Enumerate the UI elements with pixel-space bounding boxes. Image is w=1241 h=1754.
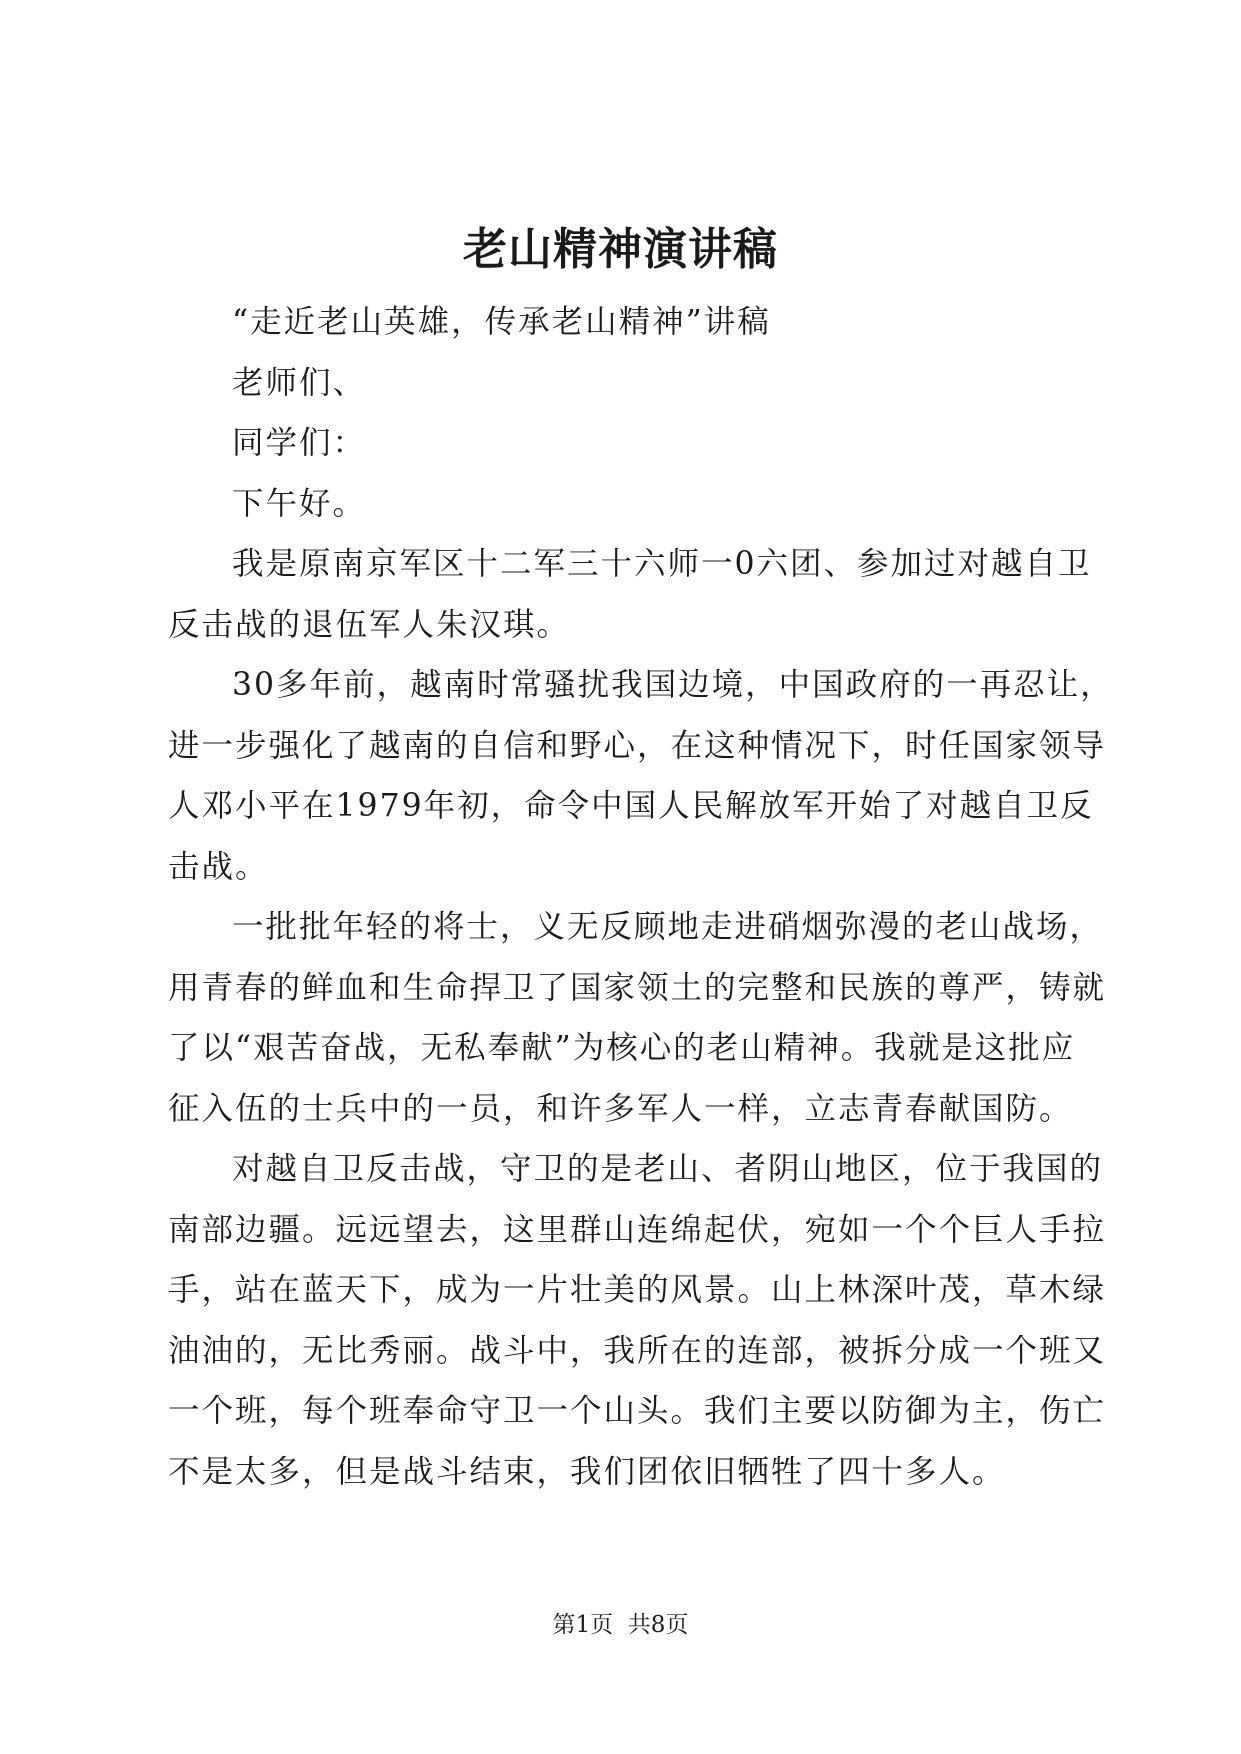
- page-number: 第1页 共8页: [552, 1612, 689, 1638]
- paragraph-line: 不是太多，但是战斗结束，我们团依旧牺牲了四十多人。: [168, 1453, 1006, 1490]
- paragraph-line: 反击战的退伍军人朱汉琪。: [168, 606, 571, 643]
- paragraph-line: 一个班，每个班奉命守卫一个山头。我们主要以防御为主，伤亡: [168, 1393, 1107, 1429]
- paragraph-line: 油油的，无比秀丽。战斗中，我所在的连部，被拆分成一个班又: [168, 1332, 1107, 1369]
- greeting-line: 同学们：: [232, 425, 367, 461]
- paragraph-line: 人邓小平在1979年初，命令中国人民解放军开始了对越自卫反: [168, 788, 1094, 824]
- paragraph-line: 了以“艰苦奋战，无私奉献”为核心的老山精神。我就是这批应: [168, 1030, 1076, 1066]
- paragraph-line: 征入伍的士兵中的一员，和许多军人一样，立志青春献国防。: [168, 1090, 1073, 1127]
- greeting-line: 老师们、: [232, 364, 367, 401]
- paragraph-line: 手，站在蓝天下，成为一片壮美的风景。山上林深叶茂，草木绿: [168, 1272, 1107, 1308]
- paragraph-line: 我是原南京军区十二军三十六师一0六团、参加过对越自卫: [232, 546, 1092, 582]
- paragraph-line: 进一步强化了越南的自信和野心，在这种情况下，时任国家领导: [168, 727, 1107, 764]
- speech-subtitle: “走近老山英雄，传承老山精神”讲稿: [232, 304, 771, 340]
- document-title: 老山精神演讲稿: [463, 224, 778, 275]
- paragraph-line: 30多年前，越南时常骚扰我国边境，中国政府的一再忍让，: [232, 667, 1114, 703]
- paragraph-line: 南部边疆。远远望去，这里群山连绵起伏，宛如一个个巨人手拉: [168, 1211, 1107, 1248]
- greeting-line: 下午好。: [232, 485, 367, 522]
- paragraph-line: 击战。: [168, 848, 269, 885]
- paragraph-line: 一批批年轻的将士，义无反顾地走进硝烟弥漫的老山战场，: [232, 909, 1104, 945]
- page-footer: [0, 1610, 1241, 1640]
- document-body: [168, 292, 1114, 1502]
- paragraph-line: 对越自卫反击战，守卫的是老山、者阴山地区，位于我国的: [232, 1151, 1104, 1187]
- paragraph-line: 用青春的鲜血和生命捍卫了国家领土的完整和民族的尊严，铸就: [168, 969, 1107, 1006]
